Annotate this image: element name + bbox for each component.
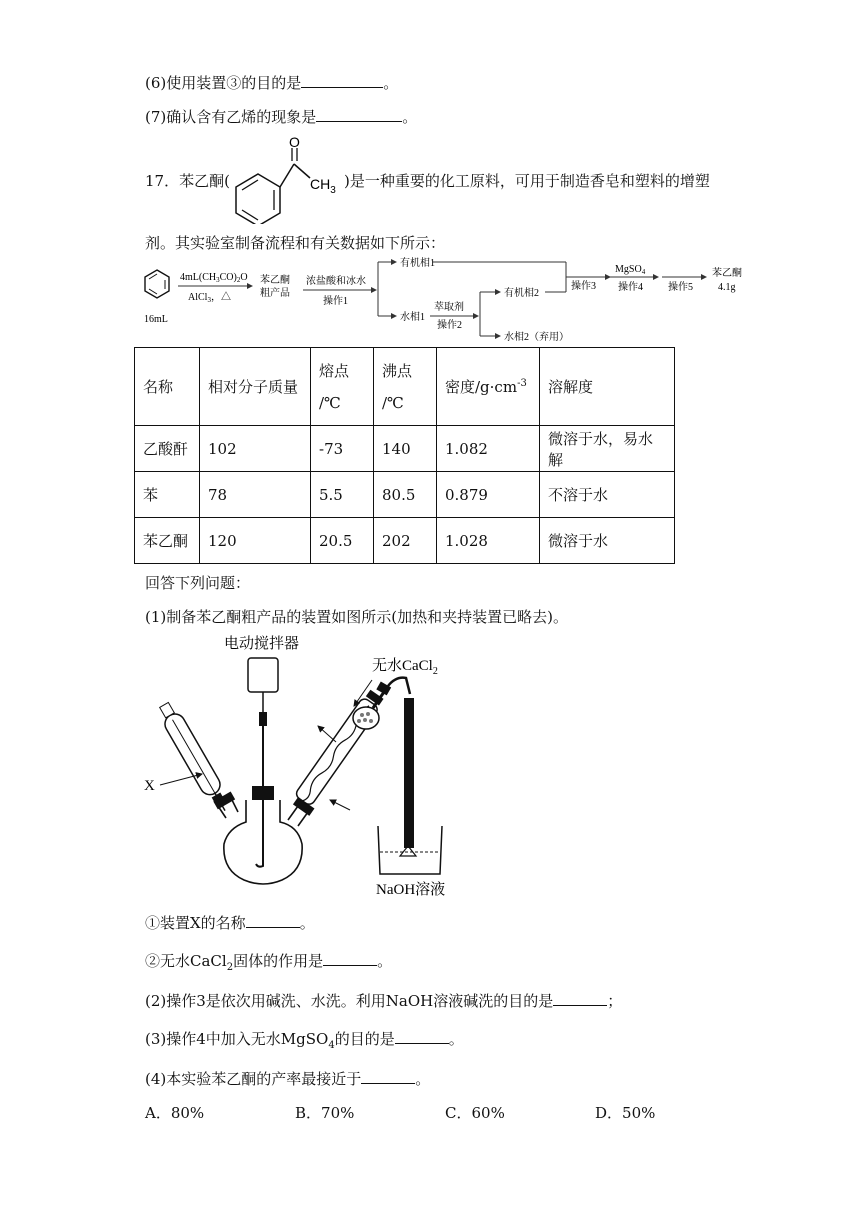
question-6-text: (6)使用装置③的目的是 — [145, 74, 302, 92]
product-name: 苯乙酮 — [712, 268, 742, 279]
sub-question-1 — [145, 912, 315, 933]
cell: 80.5 — [374, 472, 437, 518]
cell: 不溶于水 — [540, 472, 675, 518]
question-3-text: (3)操作4中加入无水MgSO — [145, 1030, 329, 1048]
header-solubility: 溶解度 — [540, 348, 675, 426]
cacl2-label: 无水CaCl$_2$ — [372, 658, 438, 677]
cell: 102 — [200, 426, 311, 472]
apparatus-diagram — [140, 630, 500, 900]
organic-phase-2: 有机相2 — [504, 288, 539, 299]
product-mass: 4.1g — [718, 282, 736, 293]
cell: 78 — [200, 472, 311, 518]
cell: 1.028 — [437, 518, 540, 564]
header-molar-mass: 相对分子质量 — [200, 348, 311, 426]
cell: 微溶于水 — [540, 518, 675, 564]
question-17-number: 17．苯乙酮( — [145, 172, 230, 190]
aqueous-phase-2: 水相2（弃用） — [504, 332, 569, 343]
question-2-text: (2)操作3是依次用碱洗、水洗。利用NaOH溶液碱洗的目的是 — [145, 992, 554, 1010]
benzene-volume: 16mL — [144, 314, 168, 325]
step1-reagent: 浓盐酸和冰水 — [306, 276, 366, 287]
answer-blank[interactable] — [553, 1005, 607, 1006]
table-row — [135, 472, 675, 518]
reagent-label: $4mL(CH_3CO)_2O$ — [180, 272, 248, 284]
punctuation: 。 — [415, 1070, 431, 1088]
answer-prompt: 回答下列问题： — [145, 574, 251, 592]
catalyst-label: AlCl$_3$，△ — [188, 292, 231, 304]
punctuation: 。 — [377, 952, 393, 970]
subscript: 4 — [328, 1040, 335, 1051]
question-17-intro — [145, 170, 230, 191]
center-stopper — [252, 786, 274, 800]
option-a[interactable]: A．80% — [145, 1104, 205, 1122]
answer-blank[interactable] — [301, 87, 383, 88]
cell: 苯 — [135, 472, 200, 518]
step2-reagent: 萃取剂 — [434, 302, 464, 313]
water-out-arrow — [318, 726, 336, 742]
header-boiling-point: 沸点 /℃ — [374, 348, 437, 426]
punctuation: 。 — [448, 1030, 464, 1048]
acetophenone-structure — [222, 134, 350, 224]
cell: 苯乙酮 — [135, 518, 200, 564]
crude-product-line2: 粗产品 — [260, 288, 290, 299]
step2-label: 操作2 — [437, 320, 462, 331]
cell: 1.082 — [437, 426, 540, 472]
answer-blank[interactable] — [361, 1083, 415, 1084]
option-c[interactable]: C．60% — [445, 1104, 505, 1122]
op3-label: 操作3 — [571, 281, 596, 292]
cell: 0.879 — [437, 472, 540, 518]
answer-blank[interactable] — [395, 1043, 449, 1044]
answer-blank[interactable] — [323, 965, 377, 966]
gas-delivery-tube — [404, 698, 414, 848]
answer-blank[interactable] — [316, 121, 402, 122]
header-density: 密度$/g\cdot cm^{-3}$ — [437, 348, 540, 426]
cell: 微溶于水，易水解 — [540, 426, 675, 472]
methyl-label: $CH_3$ — [310, 176, 336, 196]
table-header-row — [135, 348, 675, 426]
sub-question-2 — [145, 950, 392, 973]
question-4-text: (4)本实验苯乙酮的产率最接近于 — [145, 1070, 362, 1088]
op5-label: 操作5 — [668, 282, 693, 293]
table-row — [135, 518, 675, 564]
answer-blank[interactable] — [246, 927, 300, 928]
reflux-condenser — [294, 689, 385, 807]
question-7 — [145, 106, 417, 127]
subscript: 2 — [226, 962, 234, 973]
cell: 140 — [374, 426, 437, 472]
punctuation: 。 — [299, 914, 315, 932]
question-2 — [145, 990, 622, 1011]
aqueous-phase-1: 水相1 — [400, 312, 425, 323]
cell: 20.5 — [311, 518, 374, 564]
x-label: X — [144, 778, 155, 794]
question-1: (1)制备苯乙酮粗产品的装置如图所示(加热和夹持装置已略去)。 — [145, 608, 568, 626]
step1-label: 操作1 — [323, 296, 348, 307]
properties-table — [134, 347, 675, 564]
option-d[interactable]: D．50% — [595, 1104, 656, 1122]
question-17-description: )是一种重要的化工原料，可用于制造香皂和塑料的增塑 — [344, 172, 710, 190]
punctuation: ； — [607, 992, 623, 1010]
water-in-arrow — [330, 800, 350, 810]
cell: -73 — [311, 426, 374, 472]
mgso4-label: MgSO$_4$ — [615, 264, 646, 276]
naoh-label: NaOH溶液 — [376, 882, 446, 898]
punctuation: 。 — [383, 74, 399, 92]
option-b[interactable]: B．70% — [295, 1104, 355, 1122]
oxygen-label: O — [289, 134, 300, 150]
question-7-text: (7)确认含有乙烯的现象是 — [145, 108, 317, 126]
organic-phase-1: 有机相1 — [400, 258, 435, 269]
sub-question-2-text: ②无水CaCl — [145, 952, 227, 970]
benzene-icon — [145, 270, 169, 298]
crude-product-line1: 苯乙酮 — [260, 275, 290, 286]
table-row — [135, 426, 675, 472]
question-3-text-2: 的目的是 — [334, 1030, 395, 1048]
stirrer-motor — [248, 658, 278, 692]
header-name: 名称 — [135, 348, 200, 426]
punctuation: 。 — [402, 108, 418, 126]
question-17-text — [344, 170, 710, 191]
header-melting-point: 熔点 /℃ — [311, 348, 374, 426]
question-4 — [145, 1068, 430, 1089]
op4-label: 操作4 — [618, 282, 643, 293]
process-flowchart — [140, 250, 760, 346]
sub-question-1-text: ①装置X的名称 — [145, 914, 246, 932]
sub-question-2-text-2: 固体的作用是 — [233, 952, 324, 970]
cell: 120 — [200, 518, 311, 564]
question-6 — [145, 72, 398, 93]
question-17-description-2: 剂。其实验室制备流程和有关数据如下所示： — [145, 234, 446, 252]
cell: 5.5 — [311, 472, 374, 518]
stirrer-label: 电动搅拌器 — [224, 636, 300, 652]
question-3 — [145, 1028, 464, 1051]
stirrer-coupling — [259, 712, 267, 726]
dropping-funnel — [155, 700, 233, 816]
cell: 202 — [374, 518, 437, 564]
cell: 乙酸酐 — [135, 426, 200, 472]
